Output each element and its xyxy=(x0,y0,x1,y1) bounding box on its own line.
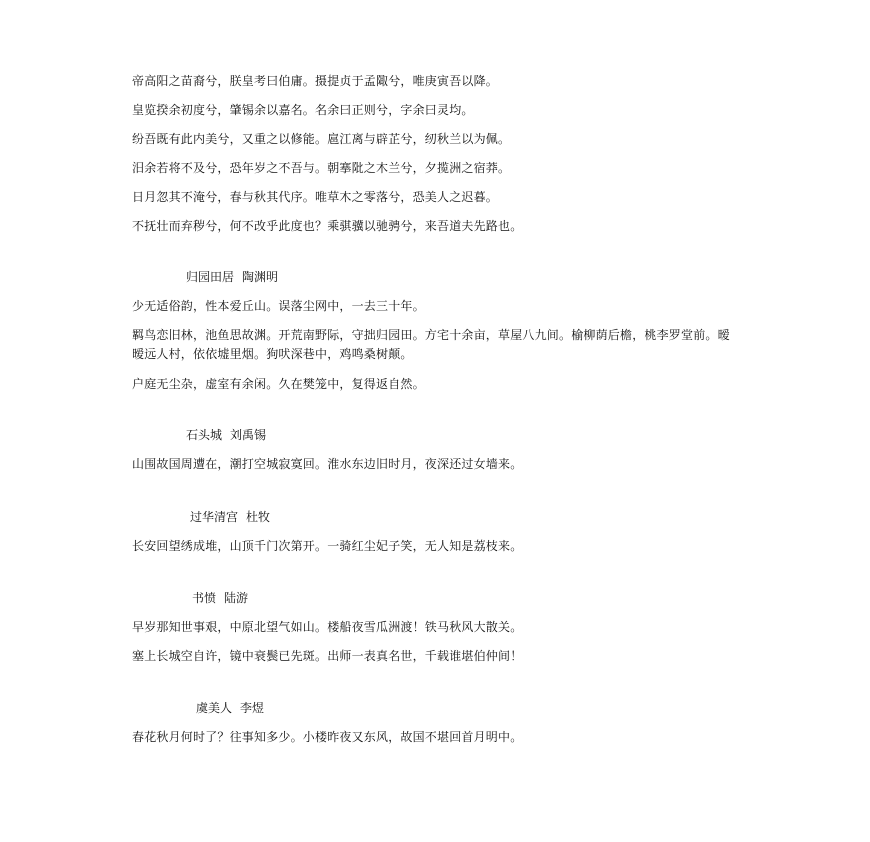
poem-author: 刘禹锡 xyxy=(230,428,267,442)
poem-heading xyxy=(132,426,742,444)
poem-title: 书愤 xyxy=(192,591,217,605)
poem-title: 过华清宫 xyxy=(190,510,239,524)
poem-heading xyxy=(132,508,742,526)
poem-author: 陆游 xyxy=(224,591,249,605)
poem-lisao xyxy=(132,72,742,235)
poem-line: 山围故国周遭在，潮打空城寂寞回。淮水东边旧时月，夜深还过女墙来。 xyxy=(132,457,523,471)
poem-heading xyxy=(132,699,742,717)
poem-line: 皇览揆余初度兮，肇锡余以嘉名。名余曰正则兮，字余曰灵均。 xyxy=(132,103,474,117)
poem-shufen xyxy=(132,589,742,665)
poem-author: 杜牧 xyxy=(246,510,271,524)
poem-line: 长安回望绣成堆，山顶千门次第开。一骑红尘妃子笑，无人知是荔枝来。 xyxy=(132,539,523,553)
poem-heading xyxy=(132,589,742,607)
poem-guiyuantianju xyxy=(132,268,742,393)
poem-guohuaqinggong xyxy=(132,508,742,555)
poem-title: 石头城 xyxy=(186,428,223,442)
poem-line: 纷吾既有此内美兮，又重之以修能。扈江离与辟芷兮，纫秋兰以为佩。 xyxy=(132,132,511,146)
poem-title: 虞美人 xyxy=(196,701,233,715)
poem-line: 户庭无尘杂，虚室有余闲。久在樊笼中，复得返自然。 xyxy=(132,377,425,391)
poem-line: 塞上长城空自许，镜中衰鬓已先斑。出师一表真名世，千载谁堪伯仲间！ xyxy=(132,649,523,663)
poem-author: 李煜 xyxy=(240,701,265,715)
poem-line: 日月忽其不淹兮，春与秋其代序。唯草木之零落兮，恐美人之迟暮。 xyxy=(132,190,499,204)
poem-line: 汨余若将不及兮，恐年岁之不吾与。朝搴阰之木兰兮，夕揽洲之宿莽。 xyxy=(132,161,511,175)
poem-yumeiren xyxy=(132,699,742,746)
poem-heading xyxy=(132,268,742,286)
poem-line: 早岁那知世事艰，中原北望气如山。楼船夜雪瓜洲渡！铁马秋风大散关。 xyxy=(132,620,523,634)
poem-line: 春花秋月何时了？往事知多少。小楼昨夜又东风，故国不堪回首月明中。 xyxy=(132,730,523,744)
poem-title: 归园田居 xyxy=(186,270,235,284)
poem-author: 陶渊明 xyxy=(242,270,279,284)
poem-line: 不抚壮而弃秽兮，何不改乎此度也？乘骐骥以驰骋兮，来吾道夫先路也。 xyxy=(132,219,523,233)
poem-shitoucheng xyxy=(132,426,742,473)
poem-paragraph: 羁鸟恋旧林，池鱼思故渊。开荒南野际，守拙归园田。方宅十余亩，草屋八九间。榆柳荫后檐，桃李罗堂前。暧暧远人村，依依墟里烟。狗吠深巷中，鸡鸣桑树颠。 xyxy=(132,328,730,361)
poem-line: 少无适俗韵，性本爱丘山。误落尘网中，一去三十年。 xyxy=(132,299,425,313)
poem-line: 帝高阳之苗裔兮，朕皇考曰伯庸。摄提贞于孟陬兮，唯庚寅吾以降。 xyxy=(132,74,499,88)
